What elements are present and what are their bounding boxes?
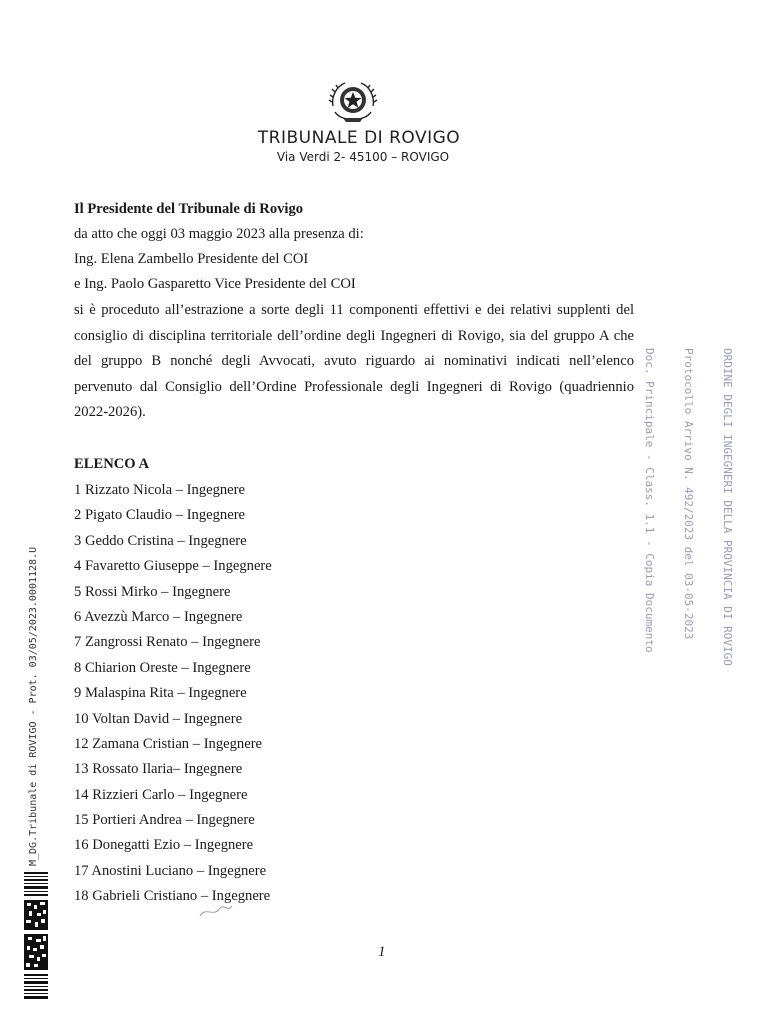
side-registry-stamp: M_DG.Tribunale di ROVIGO - Prot. 03/05/2023.0001128.U [28, 546, 39, 866]
list-item: 16 Donegatti Ezio – Ingegnere [74, 837, 254, 854]
pen-mark [196, 900, 236, 922]
list-item: 1 Rizzato Nicola – Ingegnere [74, 482, 245, 498]
list-heading: ELENCO A [74, 456, 150, 472]
document-title: Il Presidente del Tribunale di Rovigo [74, 201, 304, 217]
protocol-stamp [630, 348, 760, 666]
list-item: 7 Zangrossi Renato – Ingegnere [74, 634, 261, 651]
list-item: 9 Malaspina Rita – Ingegnere [74, 685, 247, 702]
barcode-icon [24, 872, 48, 1000]
list-item: 10 Voltan David – Ingegnere [74, 710, 243, 727]
protocol-stamp-line: ORDINE DEGLI INGEGNERI DELLA PROVINCIA DI ROVIGO [721, 348, 734, 666]
list-item: 2 Pigato Claudio – Ingegnere [74, 507, 246, 524]
court-name: TRIBUNALE DI ROVIGO [257, 128, 461, 148]
list-item: 17 Anostini Luciano – Ingegnere [74, 862, 267, 879]
intro-paragraph: si è proceduto all’estrazione a sorte degli 11 componenti effettivi e dei relativi supplenti del consiglio di disciplina territoriale dell’ordine degli Ingegneri di Rovigo, sia del gruppo A che del gruppo B nonché degli Avvocati, avuto riguardo ai nominativi indicati nell’elenco pervenuto dal Consiglio dell’Ordine Professionale degli Ingegneri di Rovigo (quadriennio 2022-2026). [74, 302, 634, 420]
intro-line-date: da atto che oggi 03 maggio 2023 alla presenza di: [74, 226, 364, 242]
protocol-stamp-line: Doc. Principale - Class. 1.1 - Copia Documento [643, 348, 656, 653]
intro-line-vice-president: e Ing. Paolo Gasparetto Vice Presidente del COI [74, 276, 356, 292]
page-number: 1 [378, 944, 386, 960]
list-item: 15 Portieri Andrea – Ingegnere [74, 812, 255, 829]
list-item: 8 Chiarion Oreste – Ingegnere [74, 659, 251, 676]
list-item: 6 Avezzù Marco – Ingegnere [74, 608, 243, 625]
intro-line-president: Ing. Elena Zambello Presidente del COI [74, 251, 309, 267]
protocol-stamp-line: Protocollo Arrivo N. 492/2023 del 03-05-2023 [682, 348, 695, 640]
list-item: 14 Rizzieri Carlo – Ingegnere [74, 786, 248, 803]
list-item: 12 Zamana Cristian – Ingegnere [74, 735, 263, 752]
list-item: 5 Rossi Mirko – Ingegnere [74, 583, 231, 600]
list-item: 13 Rossato Ilaria– Ingegnere [74, 761, 243, 778]
engineer-list [74, 482, 272, 914]
list-item: 4 Favaretto Giuseppe – Ingegnere [74, 558, 272, 575]
list-item: 3 Geddo Cristina – Ingegnere [74, 532, 247, 549]
list-item: 18 Gabrieli Cristiano – Ingegnere [74, 888, 271, 905]
court-address: Via Verdi 2- 45100 – ROVIGO [276, 150, 450, 164]
republic-emblem-icon [327, 78, 379, 126]
